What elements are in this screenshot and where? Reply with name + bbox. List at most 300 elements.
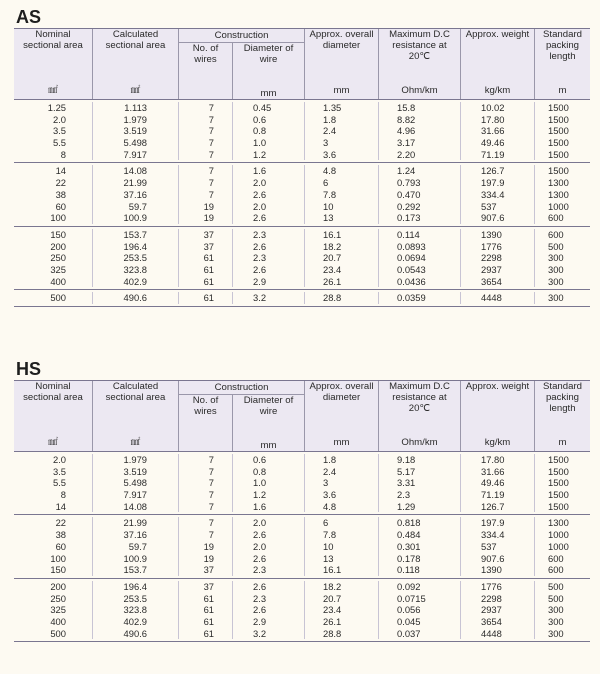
table-cell: 1000 [534, 541, 590, 553]
table-cell: 2.6 [232, 264, 304, 276]
table-cell: 253.5 [92, 593, 178, 605]
table-cell: 250 [50, 592, 66, 604]
table-row [14, 137, 590, 149]
table-cell: 3.2 [232, 628, 304, 640]
table-cell: 7 [178, 189, 232, 201]
table-cell: 400 [50, 275, 66, 287]
table-row [14, 581, 590, 593]
table-cell: 19 [178, 553, 232, 565]
table-cell: 61 [178, 276, 232, 288]
table-cell: 0.6 [232, 114, 304, 126]
table-cell: 2937 [460, 604, 534, 616]
table-cell: 2.6 [232, 529, 304, 541]
table-cell: 21.99 [92, 177, 178, 189]
table-cell: 300 [534, 264, 590, 276]
table-cell: 1500 [534, 114, 590, 126]
table-cell: 23.4 [304, 604, 378, 616]
table-cell: 20.7 [304, 252, 378, 264]
table-cell: 1.0 [232, 137, 304, 149]
table-cell: 7 [178, 102, 232, 114]
table-header [14, 28, 590, 100]
table-cell: 300 [534, 604, 590, 616]
table-cell: 1.8 [304, 114, 378, 126]
table-cell: 300 [534, 292, 590, 304]
table-cell: 600 [534, 553, 590, 565]
table-cell: 16.1 [304, 229, 378, 241]
table-cell: 2.3 [232, 252, 304, 264]
header-no-wires [178, 395, 232, 451]
header-label: Diameter of wire [243, 43, 294, 65]
header-unit: m [558, 437, 567, 448]
table-cell: 490.6 [92, 292, 178, 304]
table-cell: 0.0359 [378, 292, 460, 304]
header-packing [534, 381, 590, 451]
table-cell: 1.24 [378, 165, 460, 177]
table-cell: 8 [60, 148, 66, 160]
table-cell: 1300 [534, 189, 590, 201]
table-cell: 0.0543 [378, 264, 460, 276]
table-cell: 5.498 [92, 477, 178, 489]
table-cell: 14 [55, 165, 66, 177]
header-weight [460, 381, 534, 451]
table-cell: 0.793 [378, 177, 460, 189]
table-cell: 7.917 [92, 149, 178, 161]
table-cell: 61 [178, 628, 232, 640]
table-cell: 26.1 [304, 276, 378, 288]
table-cell: 20.7 [304, 593, 378, 605]
table-cell: 14 [55, 500, 66, 512]
table-cell: 196.4 [92, 241, 178, 253]
table-cell: 402.9 [92, 616, 178, 628]
header-unit: ㎟ [48, 85, 58, 96]
table-cell: 3654 [460, 616, 534, 628]
table-row [14, 564, 590, 576]
table-cell: 19 [178, 212, 232, 224]
table-cell: 8.82 [378, 114, 460, 126]
header-construction: Construction [178, 381, 304, 395]
table-cell: 250 [50, 252, 66, 264]
section-title: AS [16, 7, 42, 27]
table-cell: 10 [304, 201, 378, 213]
table-row [14, 102, 590, 114]
table-row [14, 149, 590, 161]
hs-section [14, 358, 590, 642]
table-cell: 196.4 [92, 581, 178, 593]
table-cell: 7 [178, 149, 232, 161]
table-cell: 2.20 [378, 149, 460, 161]
table-cell: 1.2 [232, 489, 304, 501]
table-cell: 61 [178, 604, 232, 616]
table-cell: 2.0 [52, 113, 66, 125]
table-cell: 18.2 [304, 241, 378, 253]
table-cell: 71.19 [460, 489, 534, 501]
table-cell: 1.6 [232, 501, 304, 513]
table-cell: 2.9 [232, 276, 304, 288]
table-cell: 1.979 [92, 454, 178, 466]
table-cell: 38 [55, 188, 66, 200]
table-cell: 61 [178, 593, 232, 605]
table-cell: 7 [178, 501, 232, 513]
table-cell: 0.818 [378, 517, 460, 529]
table-cell: 2.6 [232, 581, 304, 593]
table-cell: 0.484 [378, 529, 460, 541]
table-cell: 1500 [534, 102, 590, 114]
table-cell: 323.8 [92, 264, 178, 276]
table-cell: 5.5 [52, 477, 66, 489]
table-cell: 7 [178, 477, 232, 489]
header-unit: Ohm/km [401, 437, 438, 448]
table-cell: 13 [304, 553, 378, 565]
header-unit: mm [333, 85, 350, 96]
table-cell: 0.292 [378, 201, 460, 213]
table-cell: 0.092 [378, 581, 460, 593]
table-cell: 325 [50, 604, 66, 616]
header-calculated [92, 381, 178, 451]
table-cell: 600 [534, 229, 590, 241]
table-cell: 7 [178, 177, 232, 189]
table-cell: 38 [55, 529, 66, 541]
header-label: No. of wires [192, 395, 219, 417]
table-cell: 0.114 [378, 229, 460, 241]
table-cell: 7 [178, 517, 232, 529]
table-cell: 37 [178, 241, 232, 253]
table-cell: 22 [55, 517, 66, 529]
table-cell: 1500 [534, 137, 590, 149]
table-cell: 1776 [460, 581, 534, 593]
table-cell: 0.045 [378, 616, 460, 628]
table-cell: 0.037 [378, 628, 460, 640]
header-label: Calculated sectional area [105, 381, 166, 403]
table-cell: 0.0436 [378, 276, 460, 288]
table-cell: 1.8 [304, 454, 378, 466]
table-cell: 1000 [534, 529, 590, 541]
header-label: Nominal sectional area [23, 29, 83, 51]
table-cell: 37 [178, 581, 232, 593]
header-unit: ㎟ [130, 437, 141, 448]
header-packing [534, 29, 590, 99]
table-cell: 31.66 [460, 466, 534, 478]
table-cell: 1390 [460, 564, 534, 576]
table-cell: 500 [534, 241, 590, 253]
table-cell: 2.0 [232, 177, 304, 189]
table-cell: 3.31 [378, 477, 460, 489]
table-cell: 4448 [460, 292, 534, 304]
table-cell: 1500 [534, 466, 590, 478]
table-row [14, 165, 590, 177]
table-cell: 150 [50, 564, 66, 576]
table-cell: 7.8 [304, 189, 378, 201]
table-cell: 500 [534, 581, 590, 593]
table-cell: 500 [534, 593, 590, 605]
table-body [14, 100, 590, 307]
row-group [14, 290, 590, 307]
header-calculated [92, 29, 178, 99]
table-cell: 0.45 [232, 102, 304, 114]
table-cell: 400 [50, 615, 66, 627]
header-label: Nominal sectional area [23, 381, 83, 403]
header-overall [304, 381, 378, 451]
table-cell: 0.470 [378, 189, 460, 201]
table-cell: 1500 [534, 477, 590, 489]
table-row [14, 201, 590, 213]
table-cell: 37 [178, 564, 232, 576]
table-cell: 19 [178, 541, 232, 553]
table-cell: 10.02 [460, 102, 534, 114]
table-cell: 1500 [534, 149, 590, 161]
header-unit: mm [260, 88, 277, 99]
header-label: Maximum D.C resistance at 20℃ [389, 29, 450, 62]
table-cell: 61 [178, 616, 232, 628]
table-cell: 1500 [534, 125, 590, 137]
table-cell: 22 [55, 177, 66, 189]
table-cell: 2.3 [232, 229, 304, 241]
table-cell: 5.5 [52, 137, 66, 149]
header-overall [304, 29, 378, 99]
header-diameter [232, 395, 304, 451]
table-row [14, 276, 590, 288]
table-cell: 1.0 [232, 477, 304, 489]
table-cell: 126.7 [460, 501, 534, 513]
table-cell: 2.6 [232, 189, 304, 201]
table-cell: 500 [50, 292, 66, 304]
table-cell: 3.5 [52, 125, 66, 137]
table-cell: 1300 [534, 517, 590, 529]
header-label: Standard packing length [543, 29, 582, 62]
table-cell: 3.519 [92, 125, 178, 137]
table-cell: 3.2 [232, 292, 304, 304]
table-cell: 7 [178, 114, 232, 126]
table-cell: 2.4 [304, 125, 378, 137]
table-cell: 3 [304, 137, 378, 149]
table-cell: 61 [178, 292, 232, 304]
header-unit: mm [333, 437, 350, 448]
row-group [14, 227, 590, 290]
table-row [14, 466, 590, 478]
table-cell: 2.0 [232, 201, 304, 213]
table-cell: 7 [178, 454, 232, 466]
table-cell: 5.17 [378, 466, 460, 478]
table-cell: 1.113 [92, 102, 178, 114]
table-cell: 2937 [460, 264, 534, 276]
table-cell: 2.3 [378, 489, 460, 501]
table-row [14, 501, 590, 513]
table-cell: 6 [304, 177, 378, 189]
header-label: Maximum D.C resistance at 20℃ [389, 381, 450, 414]
table-cell: 3 [304, 477, 378, 489]
table-cell: 61 [178, 264, 232, 276]
table-cell: 100 [50, 552, 66, 564]
table-cell: 60 [55, 540, 66, 552]
table-cell: 3.6 [304, 149, 378, 161]
header-label: Calculated sectional area [105, 29, 166, 51]
table-cell: 4.96 [378, 125, 460, 137]
table-cell: 0.118 [378, 564, 460, 576]
table-row [14, 292, 590, 304]
header-label: Approx. weight [465, 29, 530, 40]
table-cell: 907.6 [460, 212, 534, 224]
table-cell: 0.6 [232, 454, 304, 466]
table-cell: 150 [50, 228, 66, 240]
table-cell: 2.6 [232, 212, 304, 224]
table-cell: 3.6 [304, 489, 378, 501]
table-cell: 59.7 [92, 541, 178, 553]
table-cell: 14.08 [92, 165, 178, 177]
table-cell: 1.979 [92, 114, 178, 126]
row-group [14, 452, 590, 515]
table-cell: 600 [534, 212, 590, 224]
table-cell: 37.16 [92, 189, 178, 201]
header-label: Diameter of wire [243, 395, 294, 417]
table-cell: 2298 [460, 593, 534, 605]
table-cell: 7 [178, 529, 232, 541]
table-cell: 37.16 [92, 529, 178, 541]
table-row [14, 177, 590, 189]
table-cell: 26.1 [304, 616, 378, 628]
table-row [14, 212, 590, 224]
table-cell: 2298 [460, 252, 534, 264]
table-cell: 2.0 [52, 454, 66, 465]
table-cell: 28.8 [304, 292, 378, 304]
row-group [14, 163, 590, 226]
table-cell: 6 [304, 517, 378, 529]
table-cell: 7 [178, 466, 232, 478]
table-cell: 21.99 [92, 517, 178, 529]
table-cell: 300 [534, 628, 590, 640]
header-unit: ㎟ [48, 437, 58, 448]
header-nominal [14, 29, 92, 99]
table-row [14, 252, 590, 264]
table-cell: 2.6 [232, 604, 304, 616]
table-cell: 18.2 [304, 581, 378, 593]
table-cell: 300 [534, 276, 590, 288]
header-construction: Construction [178, 29, 304, 43]
table-cell: 17.80 [460, 454, 534, 466]
table-cell: 1500 [534, 454, 590, 466]
table-cell: 7.8 [304, 529, 378, 541]
table-cell: 0.8 [232, 466, 304, 478]
table-cell: 71.19 [460, 149, 534, 161]
table-cell: 3.519 [92, 466, 178, 478]
table-cell: 17.80 [460, 114, 534, 126]
table-row [14, 604, 590, 616]
table-cell: 197.9 [460, 177, 534, 189]
table-row [14, 229, 590, 241]
table-cell: 3.17 [378, 137, 460, 149]
row-group [14, 579, 590, 642]
header-label: Approx. weight [465, 381, 530, 392]
header-unit: kg/km [484, 437, 511, 448]
table-cell: 7 [178, 165, 232, 177]
table-cell: 0.173 [378, 212, 460, 224]
table-cell: 153.7 [92, 564, 178, 576]
table-row [14, 616, 590, 628]
table-cell: 31.66 [460, 125, 534, 137]
table-cell: 0.8 [232, 125, 304, 137]
header-resistance [378, 381, 460, 451]
table-cell: 402.9 [92, 276, 178, 288]
table-cell: 37 [178, 229, 232, 241]
table-row [14, 114, 590, 126]
table-cell: 1500 [534, 489, 590, 501]
table-row [14, 125, 590, 137]
table-cell: 14.08 [92, 501, 178, 513]
table-cell: 2.9 [232, 616, 304, 628]
table-cell: 15.8 [378, 102, 460, 114]
table-row [14, 517, 590, 529]
table-row [14, 593, 590, 605]
table-cell: 600 [534, 564, 590, 576]
table-row [14, 454, 590, 466]
header-label: No. of wires [192, 43, 219, 65]
table-body [14, 452, 590, 642]
table-cell: 1000 [534, 201, 590, 213]
table-cell: 2.4 [304, 466, 378, 478]
table-cell: 3.5 [52, 465, 66, 477]
table-cell: 200 [50, 580, 66, 592]
table-cell: 3654 [460, 276, 534, 288]
table-cell: 1.25 [47, 102, 66, 113]
table-cell: 4448 [460, 628, 534, 640]
table-cell: 2.3 [232, 593, 304, 605]
table-cell: 100 [50, 212, 66, 224]
table-cell: 9.18 [378, 454, 460, 466]
table-row [14, 553, 590, 565]
table-row [14, 541, 590, 553]
table-cell: 0.0893 [378, 241, 460, 253]
as-section [14, 6, 590, 307]
table-cell: 10 [304, 541, 378, 553]
table-cell: 907.6 [460, 553, 534, 565]
section-title: HS [16, 359, 42, 379]
table-cell: 4.8 [304, 501, 378, 513]
table-cell: 490.6 [92, 628, 178, 640]
header-unit: Ohm/km [401, 85, 438, 96]
table-cell: 100.9 [92, 212, 178, 224]
table-cell: 16.1 [304, 564, 378, 576]
header-resistance [378, 29, 460, 99]
header-no-wires [178, 43, 232, 99]
table-cell: 49.46 [460, 137, 534, 149]
header-label: Standard packing length [543, 381, 582, 414]
table-cell: 300 [534, 252, 590, 264]
table-cell: 4.8 [304, 165, 378, 177]
table-cell: 334.4 [460, 529, 534, 541]
header-weight [460, 29, 534, 99]
table-cell: 325 [50, 263, 66, 275]
table-cell: 0.301 [378, 541, 460, 553]
table-cell: 13 [304, 212, 378, 224]
header-nominal [14, 381, 92, 451]
table-cell: 2.6 [232, 241, 304, 253]
table-cell: 253.5 [92, 252, 178, 264]
table-cell: 1.29 [378, 501, 460, 513]
table-row [14, 477, 590, 489]
table-cell: 1.6 [232, 165, 304, 177]
table-cell: 59.7 [92, 201, 178, 213]
table-cell: 28.8 [304, 628, 378, 640]
table-cell: 200 [50, 240, 66, 252]
table-cell: 1.2 [232, 149, 304, 161]
table-cell: 5.498 [92, 137, 178, 149]
table-cell: 1776 [460, 241, 534, 253]
table-cell: 323.8 [92, 604, 178, 616]
table-cell: 300 [534, 616, 590, 628]
header-label: Approx. overall diameter [309, 29, 374, 51]
table-cell: 23.4 [304, 264, 378, 276]
header-diameter [232, 43, 304, 99]
header-label: Approx. overall diameter [309, 381, 374, 403]
table-cell: 2.3 [232, 564, 304, 576]
